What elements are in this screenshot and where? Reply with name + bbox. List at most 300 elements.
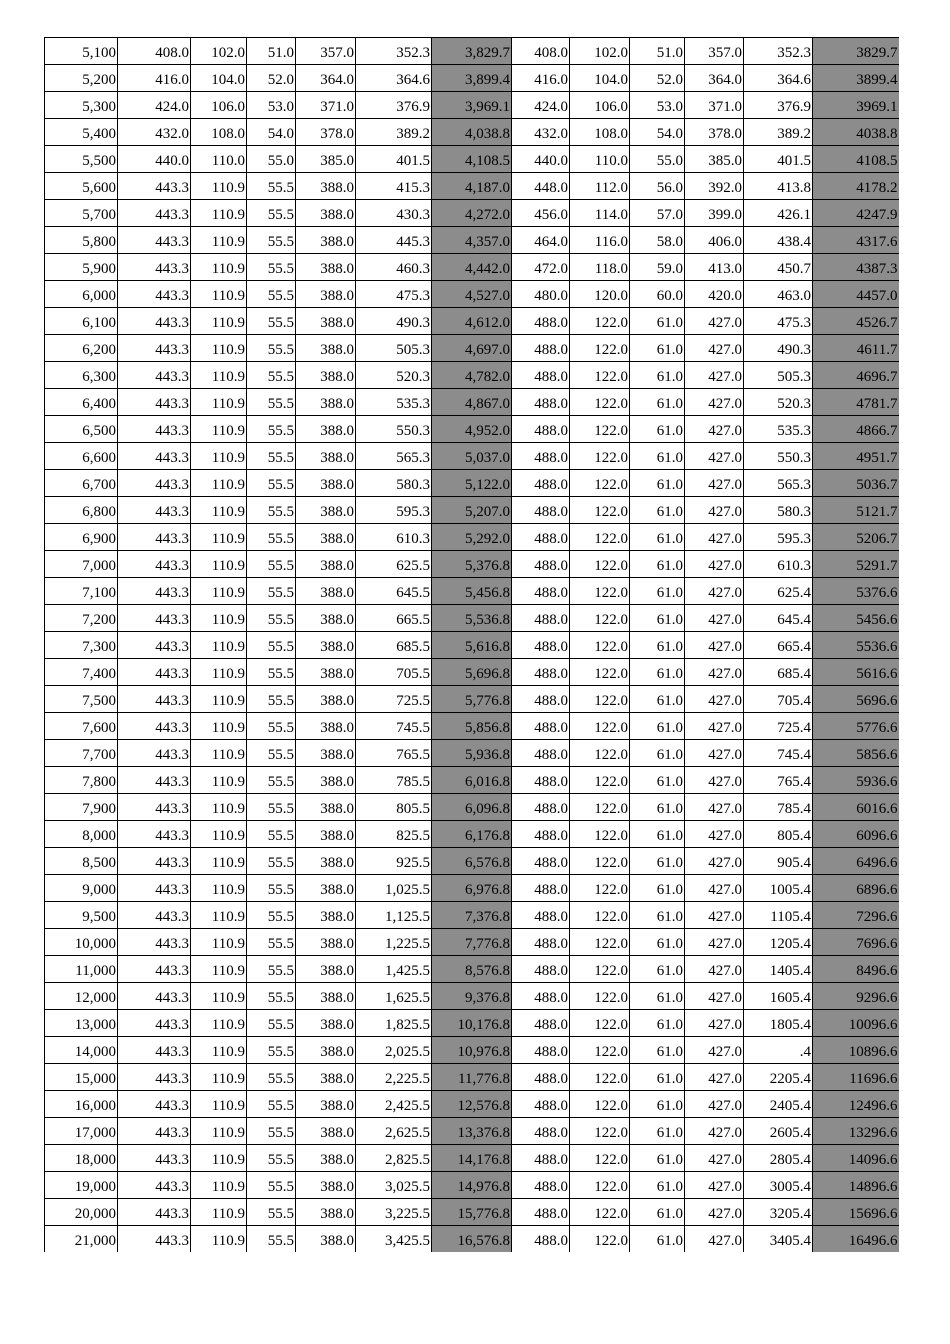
table-cell[interactable]: 55.5 <box>247 551 296 578</box>
table-cell[interactable]: 19,000 <box>45 1172 118 1199</box>
table-cell[interactable]: 116.0 <box>570 227 630 254</box>
table-cell[interactable]: 16496.6 <box>813 1226 899 1253</box>
table-cell[interactable]: 488.0 <box>512 1091 570 1118</box>
table-cell[interactable]: 427.0 <box>685 416 744 443</box>
table-cell[interactable]: 4696.7 <box>813 362 899 389</box>
table-cell[interactable]: 2,825.5 <box>356 1145 432 1172</box>
table-cell[interactable]: 4,867.0 <box>432 389 512 416</box>
table-cell[interactable]: 5,700 <box>45 200 118 227</box>
table-cell[interactable]: 4,108.5 <box>432 146 512 173</box>
table-cell[interactable]: 443.3 <box>118 1010 191 1037</box>
table-cell[interactable]: 110.9 <box>191 659 247 686</box>
table-cell[interactable]: 3405.4 <box>744 1226 813 1253</box>
table-cell[interactable]: 5,456.8 <box>432 578 512 605</box>
table-cell[interactable]: 427.0 <box>685 956 744 983</box>
table-cell[interactable]: 55.5 <box>247 362 296 389</box>
table-cell[interactable]: 110.9 <box>191 1037 247 1064</box>
table-cell[interactable]: 472.0 <box>512 254 570 281</box>
table-cell[interactable]: 61.0 <box>630 1037 685 1064</box>
table-cell[interactable]: 15,776.8 <box>432 1199 512 1226</box>
table-cell[interactable]: 61.0 <box>630 605 685 632</box>
table-cell[interactable]: 364.0 <box>296 65 356 92</box>
table-cell[interactable]: 61.0 <box>630 335 685 362</box>
table-cell[interactable]: 388.0 <box>296 254 356 281</box>
table-cell[interactable]: 4,187.0 <box>432 173 512 200</box>
table-cell[interactable]: 122.0 <box>570 929 630 956</box>
table-cell[interactable]: 18,000 <box>45 1145 118 1172</box>
table-cell[interactable]: 55.5 <box>247 632 296 659</box>
table-cell[interactable]: 55.5 <box>247 740 296 767</box>
table-cell[interactable]: 1805.4 <box>744 1010 813 1037</box>
table-cell[interactable]: 388.0 <box>296 686 356 713</box>
table-cell[interactable]: 4317.6 <box>813 227 899 254</box>
table-cell[interactable]: 55.5 <box>247 1064 296 1091</box>
table-cell[interactable]: 443.3 <box>118 740 191 767</box>
table-cell[interactable]: 1605.4 <box>744 983 813 1010</box>
table-cell[interactable]: 1,125.5 <box>356 902 432 929</box>
table-cell[interactable]: 443.3 <box>118 875 191 902</box>
table-cell[interactable]: 427.0 <box>685 767 744 794</box>
table-cell[interactable]: 488.0 <box>512 659 570 686</box>
table-cell[interactable]: 415.3 <box>356 173 432 200</box>
table-cell[interactable]: 10,176.8 <box>432 1010 512 1037</box>
table-cell[interactable]: 4866.7 <box>813 416 899 443</box>
table-cell[interactable]: 357.0 <box>685 38 744 65</box>
table-cell[interactable]: 705.5 <box>356 659 432 686</box>
table-cell[interactable]: 5,600 <box>45 173 118 200</box>
table-cell[interactable]: 106.0 <box>191 92 247 119</box>
table-cell[interactable]: 10,976.8 <box>432 1037 512 1064</box>
table-cell[interactable]: 104.0 <box>191 65 247 92</box>
table-cell[interactable]: 110.9 <box>191 497 247 524</box>
table-cell[interactable]: 388.0 <box>296 443 356 470</box>
table-cell[interactable]: 4,442.0 <box>432 254 512 281</box>
table-cell[interactable]: 61.0 <box>630 362 685 389</box>
table-cell[interactable]: 388.0 <box>296 1037 356 1064</box>
table-cell[interactable]: 5456.6 <box>813 605 899 632</box>
table-cell[interactable]: 443.3 <box>118 713 191 740</box>
table-cell[interactable]: 388.0 <box>296 659 356 686</box>
table-cell[interactable]: 110.9 <box>191 794 247 821</box>
table-cell[interactable]: 53.0 <box>247 92 296 119</box>
table-cell[interactable]: 488.0 <box>512 1118 570 1145</box>
table-cell[interactable]: 1405.4 <box>744 956 813 983</box>
table-cell[interactable]: 388.0 <box>296 551 356 578</box>
table-cell[interactable]: 5,696.8 <box>432 659 512 686</box>
table-cell[interactable]: 625.5 <box>356 551 432 578</box>
table-cell[interactable]: 55.5 <box>247 1199 296 1226</box>
table-cell[interactable]: 488.0 <box>512 416 570 443</box>
table-cell[interactable]: 61.0 <box>630 983 685 1010</box>
table-cell[interactable]: 122.0 <box>570 497 630 524</box>
table-cell[interactable]: 408.0 <box>512 38 570 65</box>
table-cell[interactable]: 4178.2 <box>813 173 899 200</box>
table-cell[interactable]: 110.9 <box>191 524 247 551</box>
table-cell[interactable]: 8496.6 <box>813 956 899 983</box>
table-cell[interactable]: 3,025.5 <box>356 1172 432 1199</box>
table-cell[interactable]: 52.0 <box>630 65 685 92</box>
table-cell[interactable]: 56.0 <box>630 173 685 200</box>
table-cell[interactable]: 61.0 <box>630 956 685 983</box>
table-cell[interactable]: 55.5 <box>247 254 296 281</box>
table-cell[interactable]: 110.9 <box>191 740 247 767</box>
table-cell[interactable]: 7,500 <box>45 686 118 713</box>
table-cell[interactable]: 388.0 <box>296 578 356 605</box>
table-cell[interactable]: 55.5 <box>247 443 296 470</box>
table-cell[interactable]: 110.9 <box>191 443 247 470</box>
table-cell[interactable]: 55.5 <box>247 281 296 308</box>
table-cell[interactable]: 388.0 <box>296 524 356 551</box>
table-cell[interactable]: 55.5 <box>247 308 296 335</box>
table-cell[interactable]: 427.0 <box>685 497 744 524</box>
table-cell[interactable]: 9296.6 <box>813 983 899 1010</box>
table-cell[interactable]: 610.3 <box>744 551 813 578</box>
table-cell[interactable]: 443.3 <box>118 470 191 497</box>
table-cell[interactable]: 488.0 <box>512 335 570 362</box>
table-cell[interactable]: 5936.6 <box>813 767 899 794</box>
table-cell[interactable]: 432.0 <box>118 119 191 146</box>
table-cell[interactable]: 432.0 <box>512 119 570 146</box>
table-cell[interactable]: 6896.6 <box>813 875 899 902</box>
table-cell[interactable]: 490.3 <box>744 335 813 362</box>
table-cell[interactable]: 7,376.8 <box>432 902 512 929</box>
table-cell[interactable]: 20,000 <box>45 1199 118 1226</box>
table-cell[interactable]: 427.0 <box>685 551 744 578</box>
table-cell[interactable]: 3205.4 <box>744 1199 813 1226</box>
table-cell[interactable]: 389.2 <box>356 119 432 146</box>
table-cell[interactable]: 464.0 <box>512 227 570 254</box>
table-cell[interactable]: 55.5 <box>247 1145 296 1172</box>
table-cell[interactable]: 443.3 <box>118 578 191 605</box>
table-cell[interactable]: 595.3 <box>744 524 813 551</box>
table-cell[interactable]: 388.0 <box>296 740 356 767</box>
table-cell[interactable]: 505.3 <box>356 335 432 362</box>
table-cell[interactable]: 427.0 <box>685 1064 744 1091</box>
table-cell[interactable]: 9,000 <box>45 875 118 902</box>
table-cell[interactable]: 7,800 <box>45 767 118 794</box>
table-cell[interactable]: 427.0 <box>685 713 744 740</box>
table-cell[interactable]: 5,122.0 <box>432 470 512 497</box>
table-cell[interactable]: 55.5 <box>247 686 296 713</box>
table-cell[interactable]: 371.0 <box>685 92 744 119</box>
table-cell[interactable]: 1,025.5 <box>356 875 432 902</box>
table-cell[interactable]: 520.3 <box>744 389 813 416</box>
table-cell[interactable]: 110.9 <box>191 578 247 605</box>
table-cell[interactable]: 122.0 <box>570 1145 630 1172</box>
table-cell[interactable]: 5856.6 <box>813 740 899 767</box>
table-cell[interactable]: 5,536.8 <box>432 605 512 632</box>
table-cell[interactable]: 364.0 <box>685 65 744 92</box>
table-cell[interactable]: 7,700 <box>45 740 118 767</box>
table-cell[interactable]: 5,292.0 <box>432 524 512 551</box>
table-cell[interactable]: 443.3 <box>118 1172 191 1199</box>
table-cell[interactable]: 55.5 <box>247 767 296 794</box>
table-cell[interactable]: 4,038.8 <box>432 119 512 146</box>
table-cell[interactable]: 110.9 <box>191 1172 247 1199</box>
table-cell[interactable]: 110.9 <box>191 389 247 416</box>
table-cell[interactable]: 4038.8 <box>813 119 899 146</box>
table-cell[interactable]: 443.3 <box>118 983 191 1010</box>
table-cell[interactable]: 4611.7 <box>813 335 899 362</box>
table-cell[interactable]: 122.0 <box>570 902 630 929</box>
table-cell[interactable]: 427.0 <box>685 1037 744 1064</box>
table-cell[interactable]: 427.0 <box>685 848 744 875</box>
table-cell[interactable]: 388.0 <box>296 227 356 254</box>
table-cell[interactable]: 488.0 <box>512 1226 570 1253</box>
table-cell[interactable]: 110.9 <box>191 1091 247 1118</box>
table-cell[interactable]: 110.9 <box>191 956 247 983</box>
table-cell[interactable]: 8,000 <box>45 821 118 848</box>
table-cell[interactable]: 61.0 <box>630 1118 685 1145</box>
table-cell[interactable]: 122.0 <box>570 470 630 497</box>
table-cell[interactable]: 488.0 <box>512 1037 570 1064</box>
table-cell[interactable]: 388.0 <box>296 389 356 416</box>
table-cell[interactable]: 408.0 <box>118 38 191 65</box>
table-cell[interactable]: 6,000 <box>45 281 118 308</box>
table-cell[interactable]: 488.0 <box>512 524 570 551</box>
table-cell[interactable]: 11,000 <box>45 956 118 983</box>
table-cell[interactable]: 57.0 <box>630 200 685 227</box>
table-cell[interactable]: 110.9 <box>191 335 247 362</box>
table-cell[interactable]: 443.3 <box>118 632 191 659</box>
table-cell[interactable]: 488.0 <box>512 713 570 740</box>
table-cell[interactable]: 364.6 <box>744 65 813 92</box>
table-cell[interactable]: 53.0 <box>630 92 685 119</box>
table-cell[interactable]: 5,776.8 <box>432 686 512 713</box>
table-cell[interactable]: 725.4 <box>744 713 813 740</box>
table-cell[interactable]: 401.5 <box>744 146 813 173</box>
table-cell[interactable]: 388.0 <box>296 1091 356 1118</box>
table-cell[interactable]: 385.0 <box>685 146 744 173</box>
table-cell[interactable]: 388.0 <box>296 416 356 443</box>
table-cell[interactable]: 413.0 <box>685 254 744 281</box>
table-cell[interactable]: 2,425.5 <box>356 1091 432 1118</box>
table-cell[interactable]: 427.0 <box>685 875 744 902</box>
table-cell[interactable]: 122.0 <box>570 443 630 470</box>
table-cell[interactable]: 61.0 <box>630 659 685 686</box>
table-cell[interactable]: 108.0 <box>191 119 247 146</box>
table-cell[interactable]: 427.0 <box>685 470 744 497</box>
table-cell[interactable]: 54.0 <box>630 119 685 146</box>
table-cell[interactable]: 14096.6 <box>813 1145 899 1172</box>
table-cell[interactable]: 443.3 <box>118 362 191 389</box>
table-cell[interactable]: 6,800 <box>45 497 118 524</box>
table-cell[interactable]: 5,300 <box>45 92 118 119</box>
table-cell[interactable]: 785.4 <box>744 794 813 821</box>
table-cell[interactable]: 122.0 <box>570 1172 630 1199</box>
table-cell[interactable]: 580.3 <box>356 470 432 497</box>
table-cell[interactable]: 505.3 <box>744 362 813 389</box>
table-cell[interactable]: 427.0 <box>685 443 744 470</box>
table-cell[interactable]: 5536.6 <box>813 632 899 659</box>
table-cell[interactable]: 7,200 <box>45 605 118 632</box>
table-cell[interactable]: 5616.6 <box>813 659 899 686</box>
table-cell[interactable]: 488.0 <box>512 470 570 497</box>
table-cell[interactable]: 110.9 <box>191 173 247 200</box>
table-cell[interactable]: 388.0 <box>296 1172 356 1199</box>
table-cell[interactable]: 376.9 <box>356 92 432 119</box>
table-cell[interactable]: 488.0 <box>512 578 570 605</box>
table-cell[interactable]: 6,500 <box>45 416 118 443</box>
table-cell[interactable]: 378.0 <box>296 119 356 146</box>
table-cell[interactable]: 765.4 <box>744 767 813 794</box>
table-cell[interactable]: 16,000 <box>45 1091 118 1118</box>
table-cell[interactable]: 55.5 <box>247 1226 296 1253</box>
table-cell[interactable]: 110.9 <box>191 1145 247 1172</box>
table-cell[interactable]: 488.0 <box>512 875 570 902</box>
table-cell[interactable]: 443.3 <box>118 1226 191 1253</box>
table-cell[interactable]: 443.3 <box>118 659 191 686</box>
table-cell[interactable]: 6,200 <box>45 335 118 362</box>
table-cell[interactable]: 388.0 <box>296 983 356 1010</box>
table-cell[interactable]: 3,425.5 <box>356 1226 432 1253</box>
table-cell[interactable]: 12496.6 <box>813 1091 899 1118</box>
table-cell[interactable]: 110.9 <box>191 1226 247 1253</box>
table-cell[interactable]: 388.0 <box>296 1199 356 1226</box>
table-cell[interactable]: 122.0 <box>570 875 630 902</box>
table-cell[interactable]: 388.0 <box>296 308 356 335</box>
table-cell[interactable]: 8,576.8 <box>432 956 512 983</box>
table-cell[interactable]: 665.5 <box>356 605 432 632</box>
table-cell[interactable]: 15696.6 <box>813 1199 899 1226</box>
table-cell[interactable]: 357.0 <box>296 38 356 65</box>
table-cell[interactable]: 488.0 <box>512 794 570 821</box>
table-cell[interactable]: 6,700 <box>45 470 118 497</box>
table-cell[interactable]: 463.0 <box>744 281 813 308</box>
table-cell[interactable]: 61.0 <box>630 470 685 497</box>
table-cell[interactable]: 371.0 <box>296 92 356 119</box>
table-cell[interactable]: 110.9 <box>191 686 247 713</box>
table-cell[interactable]: 61.0 <box>630 848 685 875</box>
table-cell[interactable]: 61.0 <box>630 767 685 794</box>
table-cell[interactable]: 427.0 <box>685 524 744 551</box>
table-cell[interactable]: 905.4 <box>744 848 813 875</box>
table-cell[interactable]: 13,000 <box>45 1010 118 1037</box>
table-cell[interactable]: 61.0 <box>630 902 685 929</box>
table-cell[interactable]: 7696.6 <box>813 929 899 956</box>
table-cell[interactable]: 61.0 <box>630 1091 685 1118</box>
table-cell[interactable]: 12,576.8 <box>432 1091 512 1118</box>
table-cell[interactable]: 6096.6 <box>813 821 899 848</box>
table-cell[interactable]: 420.0 <box>685 281 744 308</box>
table-cell[interactable]: 6,176.8 <box>432 821 512 848</box>
table-cell[interactable]: 55.5 <box>247 578 296 605</box>
table-cell[interactable]: 1,225.5 <box>356 929 432 956</box>
table-cell[interactable]: 488.0 <box>512 848 570 875</box>
table-cell[interactable]: 427.0 <box>685 1226 744 1253</box>
table-cell[interactable]: 1,425.5 <box>356 956 432 983</box>
table-cell[interactable]: 10896.6 <box>813 1037 899 1064</box>
table-cell[interactable]: 443.3 <box>118 254 191 281</box>
table-cell[interactable]: 520.3 <box>356 362 432 389</box>
table-cell[interactable]: 443.3 <box>118 497 191 524</box>
table-cell[interactable]: 110.9 <box>191 281 247 308</box>
table-cell[interactable]: 388.0 <box>296 821 356 848</box>
table-cell[interactable]: 5121.7 <box>813 497 899 524</box>
table-cell[interactable]: 426.1 <box>744 200 813 227</box>
table-cell[interactable]: 11,776.8 <box>432 1064 512 1091</box>
table-cell[interactable]: 11696.6 <box>813 1064 899 1091</box>
table-cell[interactable]: 61.0 <box>630 875 685 902</box>
table-cell[interactable]: 122.0 <box>570 1037 630 1064</box>
table-cell[interactable]: 112.0 <box>570 173 630 200</box>
table-cell[interactable]: 7,300 <box>45 632 118 659</box>
table-cell[interactable]: 427.0 <box>685 902 744 929</box>
table-cell[interactable]: 364.6 <box>356 65 432 92</box>
table-cell[interactable]: 488.0 <box>512 1145 570 1172</box>
table-cell[interactable]: 4457.0 <box>813 281 899 308</box>
table-cell[interactable]: 14896.6 <box>813 1172 899 1199</box>
table-cell[interactable]: 388.0 <box>296 794 356 821</box>
table-cell[interactable]: 6,100 <box>45 308 118 335</box>
table-cell[interactable]: 427.0 <box>685 632 744 659</box>
table-cell[interactable]: 122.0 <box>570 524 630 551</box>
table-cell[interactable]: 106.0 <box>570 92 630 119</box>
table-cell[interactable]: 55.5 <box>247 227 296 254</box>
table-cell[interactable]: 2,225.5 <box>356 1064 432 1091</box>
table-cell[interactable]: 122.0 <box>570 389 630 416</box>
table-cell[interactable]: 3829.7 <box>813 38 899 65</box>
table-cell[interactable]: 388.0 <box>296 929 356 956</box>
table-cell[interactable]: 443.3 <box>118 281 191 308</box>
table-cell[interactable]: 5,100 <box>45 38 118 65</box>
table-cell[interactable]: 475.3 <box>744 308 813 335</box>
table-cell[interactable]: 456.0 <box>512 200 570 227</box>
table-cell[interactable]: 55.5 <box>247 713 296 740</box>
table-cell[interactable]: 6016.6 <box>813 794 899 821</box>
table-cell[interactable]: 104.0 <box>570 65 630 92</box>
table-cell[interactable]: 443.3 <box>118 389 191 416</box>
table-cell[interactable]: 925.5 <box>356 848 432 875</box>
table-cell[interactable]: 5,500 <box>45 146 118 173</box>
table-cell[interactable]: 6,096.8 <box>432 794 512 821</box>
table-cell[interactable]: 5,800 <box>45 227 118 254</box>
table-cell[interactable]: 55.5 <box>247 794 296 821</box>
table-cell[interactable]: 427.0 <box>685 1199 744 1226</box>
table-cell[interactable]: 488.0 <box>512 983 570 1010</box>
table-cell[interactable]: 443.3 <box>118 524 191 551</box>
table-cell[interactable]: 388.0 <box>296 497 356 524</box>
table-cell[interactable]: 416.0 <box>118 65 191 92</box>
table-cell[interactable]: 60.0 <box>630 281 685 308</box>
table-cell[interactable]: 427.0 <box>685 794 744 821</box>
table-cell[interactable]: 427.0 <box>685 389 744 416</box>
table-cell[interactable]: 443.3 <box>118 551 191 578</box>
table-cell[interactable]: 6,976.8 <box>432 875 512 902</box>
table-cell[interactable]: 580.3 <box>744 497 813 524</box>
table-cell[interactable]: 61.0 <box>630 389 685 416</box>
table-cell[interactable]: 399.0 <box>685 200 744 227</box>
table-cell[interactable]: 110.9 <box>191 254 247 281</box>
table-cell[interactable]: 55.5 <box>247 389 296 416</box>
table-cell[interactable]: 488.0 <box>512 902 570 929</box>
table-cell[interactable]: 5036.7 <box>813 470 899 497</box>
table-cell[interactable]: 488.0 <box>512 1172 570 1199</box>
table-cell[interactable]: 122.0 <box>570 659 630 686</box>
table-cell[interactable]: 110.9 <box>191 308 247 335</box>
table-cell[interactable]: 122.0 <box>570 1199 630 1226</box>
table-cell[interactable]: 475.3 <box>356 281 432 308</box>
table-cell[interactable]: 5,037.0 <box>432 443 512 470</box>
table-cell[interactable]: 550.3 <box>744 443 813 470</box>
table-cell[interactable]: 110.9 <box>191 821 247 848</box>
table-cell[interactable]: 6,400 <box>45 389 118 416</box>
table-cell[interactable]: 55.5 <box>247 929 296 956</box>
table-cell[interactable]: 61.0 <box>630 1010 685 1037</box>
table-cell[interactable]: 443.3 <box>118 1037 191 1064</box>
table-cell[interactable]: 122.0 <box>570 308 630 335</box>
table-cell[interactable]: 488.0 <box>512 740 570 767</box>
